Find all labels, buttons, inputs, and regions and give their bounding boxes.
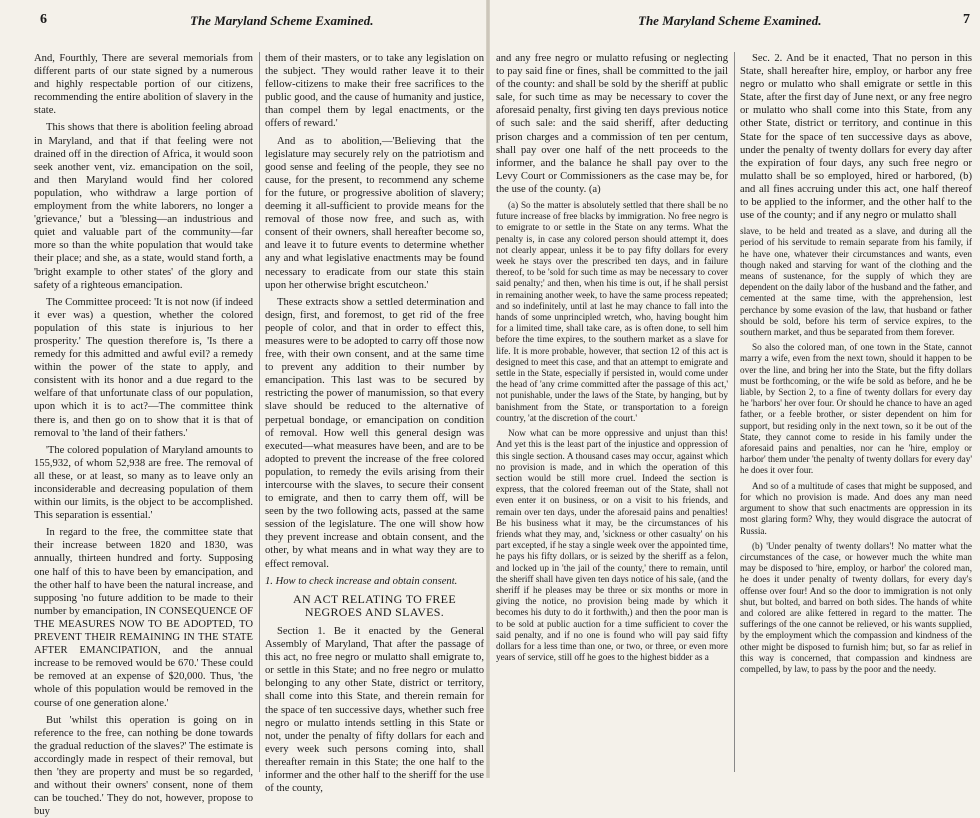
left-page-columns: [34, 52, 484, 818]
left-column-1: [34, 52, 253, 818]
paragraph: And, Fourthly, There are several memorials from different parts of our state signed by a numerous and highly respectable portion of our citizens, recommending the entire abolition of slavery in the state.: [34, 53, 253, 117]
paragraph: This shows that there is abolition feeling abroad in Maryland, and that if that feeling were not drained off in the direction of Africa, it would soon seek another vent, viz. emancipation on the soil, and then Maryland would find her colored population, who withdraw a large portion of employment from the white laborers, no longer a 'grievance,' but a 'blessing—an industrious and quiet and valuable part of the community—far more so than the white population that would take their place; and she, as a state, would stand forth, a 'bright example to other states' of the glory and safety of a righteous emancipation.: [34, 122, 253, 291]
footnote: Now what can be more oppressive and unjust than this! And yet this is the least part of the injustice and oppression of this single section. A thousand cases may occur, against which no provision is made, and in which the operation of this section would be still more cruel. Indeed the section is express, that the colored freeman out of the State, shall not even enter it on business, or on a visit to his friends, and remain over ten days, under the aforesaid pains and penalties! Be his business what it may, be the circumstances of his friends what they may, and, 'sickness or other casualty' on his part excepted, if he stay a single week over the appointed time, he pays his fifty dollars, or is seized by the sheriff as a felon, and locked up in 'the jail of the county,' there to remain, until the sheriff shall have given ten days notice of his sale, (and the sheriff if he pleases may be three or six months or more in giving the notice, no provision being made by which it becomes his duty to do it forthwith,) and then the poor man is to be sold at public auction for a time sufficient to cover the said penalty, and if no one is found who will pay said fifty dollars for a less time than one, or two, or three, or even more years of service, still off he goes to the highest bidder as a: [496, 428, 728, 663]
right-column-2: [734, 52, 972, 772]
paragraph: And as to abolition,—'Believing that the legislature may securely rely on the patriotism and good sense and feeling of the people, they see no cause, for the present, to recommend any scheme for the future, or progressive abolition of slavery; deeming it all-sufficient to provide means for the removal of those now free, and such as, with consent of their owners, shall hereafter become so, and leave it to future events to determine whether any and what legislative enactments may be found necessary to eradicate from our state this stain upon her otherwise bright escutcheon.': [265, 135, 484, 291]
right-page-columns: [496, 52, 972, 772]
paragraph: The Committee proceed: 'It is not now (if indeed it ever was) a question, whether the colored population of this state is injurious to her prosperity.' The question therefore is, 'Is there a remedy for this admitted and awful evil? a remedy within the power of the state to apply, and consistent with its honor and a due regard to the welfare of that unfortunate class of our population, upon which it is to act?—The committee think there is, and then go on to show that it is that of removal to 'the land of their fathers.': [34, 296, 253, 439]
left-page: [0, 0, 488, 818]
paragraph: them of their masters, or to take any legislation on the subject. 'They would rather leave it to their fellow-citizens to make their free sacrifices to the public good, and the cause of humanity and justice, than compel them by legal enactments, or the offers of reward.': [265, 53, 484, 130]
right-page: [490, 0, 980, 778]
running-title: The Maryland Scheme Examined.: [638, 13, 822, 28]
right-page-header: [490, 12, 980, 32]
paragraph: and any free negro or mulatto refusing or neglecting to pay said fine or fines, shall be committed to the jail of the county: and shall be sold by the sheriff at public sale, for such time as may be necessary to cover the aforesaid penalty, first giving ten days previous notice of such sale: and the said sheriff, after deducting prison charges and a commission of ten per centum, shall pay over one half of the nett proceeds to the informer, and the balance he shall pay over to the Levy Court or Commissioners as the case may be, for the use of the county. (a): [496, 53, 728, 195]
footnote: And so of a multitude of cases that might be supposed, and for which no provision is made. And does any man need argument to show that such enactments are oppression in its most glaring form? Why, they would disgrace the autocrat of Russia.: [740, 480, 972, 536]
footnote: (b) 'Under penalty of twenty dollars'! No matter what the circumstances of the case, or however much the white man may be disposed to 'hire, employ, or harbor' the colored man, he does it under penalty of twenty dollars, for every day's offense over four! And so the door to immigration is not only shut, but bolted, and barred on both sides. The hands of white and colored are alike fettered in regard to the matter. The sufferings of the one cannot be relieved, or his wants supplied, by the employment which the compassion and kindness of the other might be disposed to furnish him; but, so far as relief in this way is concerned, that compassion and kindness are compelled, by law, to pass by the poor and the needy.: [740, 540, 972, 674]
section-subhead: 1. How to check increase and obtain consent.: [265, 575, 458, 587]
left-page-header: [0, 12, 488, 32]
paragraph: Sec. 2. And be it enacted, That no person in this State, shall hereafter hire, employ, or harbor any free negro or mulatto who shall emigrate or settle in this State, after the first day of June next, or any free negro or mulatto who shall come into this State, from any other State, district or territory, and continue in this State for the space of ten successive days as above, under the penalty of twenty dollars for every day after the expiration of four days, any such free negro or mulatto shall be so employed, hired or harbored, (b) and all fines accruing under this act, one half thereof to be applied to the informer, and the other half to the use of the county; and if any negro or mulatto shall: [740, 53, 972, 222]
right-column-1: [496, 52, 728, 772]
page-number: 7: [963, 12, 970, 27]
footnote: So also the colored man, of one town in the State, cannot marry a wife, even from the next town, should it happen to be over the line, and bring her into the State, but the fifty dollars must be forthcoming, or the wife be sold as before, and he be liable, by Section 2, to a fine of twenty dollars for every day he 'harbors' her over four. Or should he chance to have an aged father, or a feeble brother, or sister dependent on him for support, but residing only in the next town, so it be out of the State, they cannot come to reside in his family under the aforesaid pains and penalties, nor can he 'hire, employ or harbor' them under 'the penalty of twenty dollars for every day' he does it over four.: [740, 342, 972, 476]
act-text: Section 1. Be it enacted by the General Assembly of Maryland, That after the passage of this act, no free negro or mulatto shall emigrate to, or settle in this State; and no free negro or mulatto belonging to any other State, district or territory, shall come into this State, and therein remain for the space of ten successive days, whether such free negro or mulatto intends settling in this State or not, under the penalty of fifty dollars for each and every week such persons coming into, shall thereafter remain in this State; the one half to the informer and the other half to the sheriff for the use of the county,: [265, 625, 484, 795]
paragraph: These extracts show a settled determination and design, first, and foremost, to get rid of the free people of color, and that in order to effect this, measures were to be adopted to carry off those now free, with their own consent, and at the same time to prevent any addition to their number by emancipation. This last was to be secured by restricting the power of manumission, so that every slave should be reduced to the alternative of perpetual bondage, or emancipation on condition of removal. How well this general design was executed—what measures have been, and are to be adopted to prevent the increase of the free colored population, to remedy the evils arising from their intercourse with the slaves, to secure their consent to emigrate, and then to carry them off, will be seen by the two following acts, passed at the same session of the legislature. The one will show how they prevent increase and obtain consent, and the other, by what means and in what way they are to effect removal.: [265, 296, 484, 570]
page-number: 6: [40, 12, 47, 27]
paragraph: But 'whilst this operation is going on in reference to the free, can nothing be done towards the gradual reduction of the slaves?' The estimate is accordingly made in respect of their removal, but then 'they are property and must be so regarded, and without their owners' consent, none of them can be touched.' They do not, however, propose to buy: [34, 714, 253, 818]
footnote: slave, to be held and treated as a slave, and during all the period of his servitude to remain separate from his family, if he have one, whatever their circumstances and wants, even though naked and starving for want of the clothing and the means of sustenance, for the supply of which they are dependent on the daily labor of the husband and the father, and cemented at the same time, with the apprehension, lest perchance by some evasion of the law, that husband or father should be sold, before his term of service expires, to the southern market, and thus be separated from them forever.: [740, 226, 972, 338]
left-column-2: [259, 52, 484, 795]
paragraph: In regard to the free, the committee state that their increase between 1820 and 1830, was annually, thirteen hundred and forty. Supposing one half of this to have been by emancipation, and the other half to have been the natural increase, and supposing 'no future addition to be made to their number by emancipation, IN CONSEQUENCE OF THE MEASURES NOW TO BE ADOPTED, TO PREVENT THEIR REMAINING IN THE STATE AFTER EMANCIPATION, and the annual increase to be removed would be 670.' These could be removed at an expense of $20,000. Thus, 'the whole of this population would be removed in the course of one generation alone.': [34, 527, 253, 709]
footnote: (a) So the matter is absolutely settled that there shall be no future increase of free blacks by immigration. No free negro is to emigrate to or settle in the State on any terms. What the penalty is, in case any colored person should attempt it, does not clearly appear, unless it be to pay fifty dollars for every week he stays over the prescribed ten days, and in failure thereof, to be 'sold for such time as may be necessary to cover said penalty;' and then, when his time is out, if he shall persist in remaining another week, to have the same process repeated; and so indefinitely, until at last he may chance to fall into the hands of some unprincipled wretch, who, having bought him for a limited time, shall take care, as is often done, to sell him before the time expires, to the southern market as a slave for life. It is more probable, however, that section 12 of this act is designed to meet this case, and that an attempt to emigrate and settle in the State, especially if persisted in, would come under the head of 'any crime committed after the passage of this act,' not punishable, under the laws of the State, by hanging, but by banishment from the State, or transportation to a foreign country, 'at the discretion of the court.': [496, 200, 728, 423]
act-title: AN ACT RELATING TO FREE NEGROES AND SLAVES.: [293, 591, 456, 619]
paragraph: 'The colored population of Maryland amounts to 155,932, of whom 52,938 are free. The removal of all these, or at least, so many as to leave only an inconsiderable and decreasing population of them within our limits, is the object to be accomplished. This separation is essential.': [34, 444, 253, 522]
running-title: The Maryland Scheme Examined.: [190, 13, 374, 28]
